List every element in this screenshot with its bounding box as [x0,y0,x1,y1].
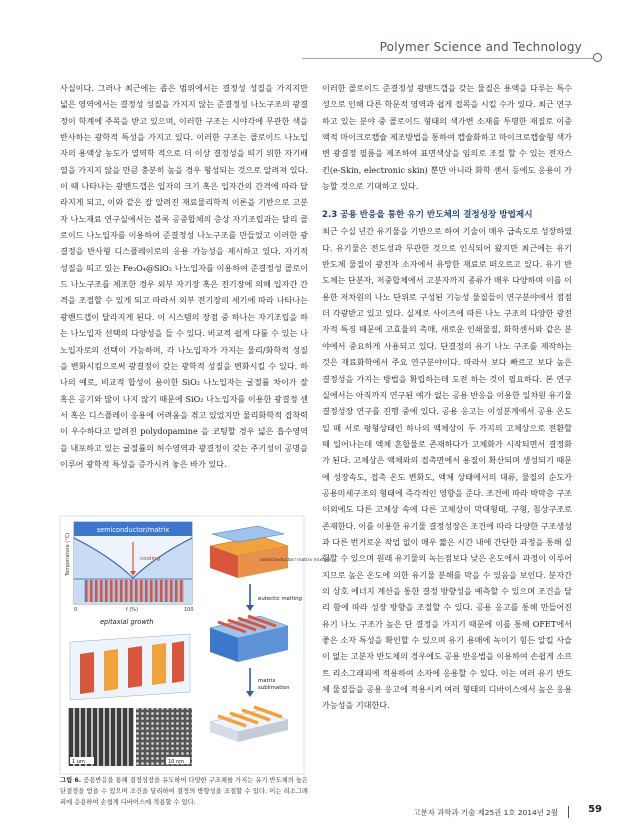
y-axis-label: Temperature (°C) [65,532,71,576]
journal-running-title: Polymer Science and Technology [379,40,582,54]
header-rule [302,58,594,59]
section-heading: 2.3 공용 반응을 통한 유기 반도체의 결정성장 방법제시 [322,210,533,221]
left-body-paragraph: 사실이다. 그러나 최근에는 좁은 범위에서는 결정성 성질을 가지지만 넓은 영역에서는 결정성 성질을 가지지 않는 준결정성 나노구조의 광결정이 학계에 주목을 받고 있으며, 이러한 구조는 시야각에 무관한 색을 반사하는 광학적 특성을 가지고 있다. 이러한 구조는 콜로이드 나노입자의 용액상 농도가 열역학 적으로 더 이상 결정성을 띄기 위한 자기배열을 가지지 않을 만큼 충분히 높을 경우 형성되는 것으로 알려져 있다. 이 때 나타나는 광밴드갭은 입자의 크기 혹은 입자간의 간격에 따라 달라지게 되고, 이와 같은 잘 알려진 재료물리학적 이론을 기반으로 고분자 나노재료 연구실에서는 블록 공중합체의 층상 자기조립과는 달리 콜로이드 나노입자를 이용하여 준결정성 나노구조를 만들었고 이러한 광결정을 반사형 디스플레이로의 응용 가능성을 제시하고 있다. 자기적 성질을 띄고 있는 Fe₃O₄@SiO₂ 나노입자를 이용하여 준결정성 콜로이드 나노구조를 제조한 경우 외부 자기장 혹은 전기장에 의해 입자간 간격을 조절할 수 있게 되고 따라서 외부 전기장의 세기에 따라 나타나는 광밴드갭이 달라지게 된다. 이 시스템의 장점 중 하나는 자기조립을 하는 나노입자 선택의 다양성을 들 수 있다. 비교적 쉽게 다룰 수 있는 나노입자로의 선택이 가능하며, 각 나노입자가 가지는 물리/화학적 성질을 변화시킴으로써 광결정이 갖는 광학적 성질을 변화시킬 수 있다. 하나의 예로, 비교적 합성이 용이한 SiO₂ 나노입자는 굴절률 차이가 잘 혹은 공기와 많이 나지 않기 때문에 SiO₂ 나노입자를 이용한 광결정 센서 혹은 디스플레이 응용에 어려움을 겪고 있었지만 물리화학적 접착력이 우수하다고 알려진 polydopamine 을 코팅할 경우 넓은 흡수영역을 내포하고 있는 굴절률의 허수영역과 광결정이 갖는 주기성이 공명을 이루어 광학적 특성을 증가시켜 놓은 바가 있다. [60,83,308,469]
x-tick-end: 100 [184,607,194,613]
x-tick-start: 0 [74,607,78,613]
sublimation-label-line-1: matrix [258,678,276,684]
right-body-paragraph-2: 최근 수십 년간 유기물을 기반으로 하여 기술이 매우 급속도로 성장하였다. 유기물은 전도성과 무관한 것으로 인식되어 왔지만 최근에는 유기 반도체 물질이 광전자 소자에서 유망한 재료로 떠오르고 있다. 유기 반도체는 단분자, 저중합체에서 고분자까지 종류가 매우 다양하며 이를 이용한 저차원의 나노 단위로 구성된 기능성 물질들이 연구분야에서 점점 더 각광받고 있고 있다. 실제로 사이즈에 따른 나노 구조의 다양한 광전자적 특징 때문에 고효율의 촉매, 새로운 인쇄물질, 화학센서와 같은 분야에서 중요하게 사용되고 있다. 단결정의 유기 나노 구조를 제작하는 것은 재료화학에서 주요 연구분야이다. 따라서 보다 빠르고 보다 높은 결정성을 가지는 방법을 확립하는데 도전 하는 것이 필요하다. 본 연구실에서는 아직까지 연구된 예가 없는 공용 반응을 이용한 일차원 유기물 결정성장 연구를 진행 중에 있다. 공용 응고는 이성분계에서 공용 온도 일 때 서로 평형상태인 하나의 액체상이 두 가지의 고체상으로 전환할 때 일어나는데 액체 혼합물로 존재하다가 고체화가 시작되면서 결정화가 된다. 고체상은 액체와의 접촉면에서 용질이 확산되며 생성되기 때문에 성장속도, 접촉 온도 변화도, 액체 상태에서의 대류, 물질의 순도가 공용미세구조의 형태에 즉각적인 영향을 준다. 조건에 따라 박막층 구조 이외에도 다른 고체상 속에 다른 고체상이 막대형태, 구형, 침상구조로 존재한다. 이를 이용한 유기물 결정성장은 조건에 따라 다양한 구조생성과 다른 번거로운 작업 없이 매우 짧은 시간 내에 간단한 과정을 통해 실험할 수 있으며 원래 유기물의 녹는점보다 낮은 온도에서 과정이 이루어지므로 높은 온도에 의한 유기물 분해를 막을 수 있음을 보인다. 분자간의 상호 에너지 계산을 통한 결정 방향성을 예측할 수 있으며 조건을 달리 함에 따라 성장 방향을 조절할 수 있다. 공용 응고를 통해 만들어진 유기 나노 구조가 높은 단 결정을 가지기 때문에 이를 통해 OFET에서 좋은 소자 특성을 확인할 수 있으며 유기 용매에 녹이기 힘든 알킬 사슬이 없는 고분자 반도체의 경우에도 공용 반응법을 이용하여 손쉽게 소프트 리소그래피에 적용하여 소자에 응용할 수 있다. 이는 여러 유기 반도체 물질들을 공용 응고에 적용시켜 여러 형태의 디바이스에서 높은 응용가능성을 기대한다. [322,226,572,711]
scale-bar-1-label: 1 um [72,759,85,765]
footer-divider [568,806,569,818]
sublimation-label: sublimation [258,685,290,691]
lamellar-eutectic-region [84,580,184,602]
x-axis-label: f (%) [126,607,139,613]
running-header [302,40,602,64]
scale-bar-2-label: 10 nm [168,759,184,765]
figure-6 [60,516,332,774]
left-column [60,80,308,472]
cooling-label: cooling [140,556,161,562]
right-body-paragraph-1: 이러한 콜로이드 준결정성 광밴드갭을 갖는 물질은 용액을 다루는 특수성으로 인해 다른 학문적 영역과 쉽게 접목을 시킬 수가 있다. 최근 연구하고 있는 분야 중 콜로이드 형태의 색가변 소재를 투명한 재질로 이중액적 마이크로캡슐 제조방법을 통하여 캡슐화하고 마이크로캡슐형 색가변 광결정 필름을 제조하여 표면색상을 임의로 조절 할 수 있는 전자스킨(e-Skin, electronic skin) 뿐만 아니라 화학 센서 등에도 응용이 가능할 것으로 기대하고 있다. [322,83,572,192]
epitaxial-growth-label: epitaxial growth [100,618,154,626]
process-step-mixture [210,526,288,578]
figure-caption-label: 그림 6. [60,777,82,784]
figure-6-illustration [60,516,332,774]
figure-caption [60,776,308,808]
mixture-label: semiconductor/ matrix mixture [260,558,332,563]
header-circle-ornament [593,53,602,62]
footer-journal-info: 고분자 과학과 기술 제25권 1호 2014년 2월 [413,808,558,817]
right-column [322,80,572,714]
page-footer [352,804,602,822]
eutectic-melting-label: eutectic melting [258,596,302,602]
phase-diagram-title: semiconductor/matrix [96,526,170,534]
page-number: 59 [588,804,602,815]
figure-caption-text: 공용반응을 통해 결정성장을 유도하여 다양한 구조체를 가지는 유기 반도체의 높은 단결정을 얻을 수 있으며 조건을 달리하여 결정의 방향성을 조절할 수 있다. 이는 리소그래피에 응용하여 손쉽게 디바이스에 적용할 수 있다. [60,777,308,806]
